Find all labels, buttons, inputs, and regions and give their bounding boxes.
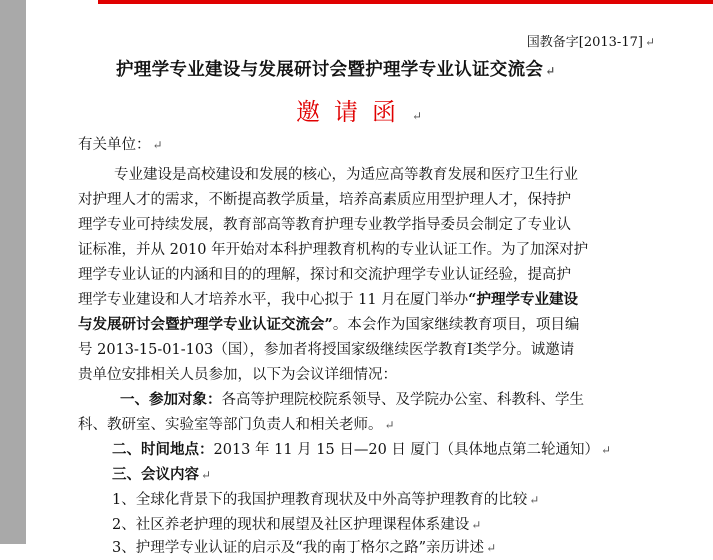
document-title: 护理学专业建设与发展研讨会暨护理学专业认证交流会 ↵ <box>116 60 556 80</box>
paragraph-line: 贵单位安排相关人员参加，以下为会议详细情况： <box>78 367 397 383</box>
paragraph-line: 对护理人才的需求，不断提高教学质量，培养高素质应用型护理人才，保持护 <box>78 192 571 208</box>
invitation-heading: 邀请函 ↵ <box>296 98 423 126</box>
paragraph-line: 理学专业建设和人才培养水平，我中心拟于 11 月在厦门举办“护理学专业建设 <box>78 291 579 308</box>
left-gutter <box>0 0 26 544</box>
list-item: 1、全球化背景下的我国护理教育现状及中外高等护理教育的比较 ↵ <box>112 492 540 508</box>
document-page <box>26 0 713 556</box>
item-participants-cont: 科、教研室、实验室等部门负责人和相关老师。 ↵ <box>78 417 395 433</box>
paragraph-line: 理学专业认证的内涵和目的的理解，探讨和交流护理学专业认证经验，提高护 <box>78 267 571 283</box>
list-item: 2、社区养老护理的现状和展望及社区护理课程体系建设 ↵ <box>112 517 482 533</box>
salutation: 有关单位： ↵ <box>78 137 163 153</box>
paragraph-line: 专业建设是高校建设和发展的核心，为适应高等教育发展和医疗卫生行业 <box>114 167 578 183</box>
paragraph-line: 理学专业可持续发展，教育部高等教育护理专业教学指导委员会制定了专业认 <box>78 217 571 233</box>
item-participants: 一、参加对象：各高等护理院校院系领导、及学院办公室、科教科、学生 <box>120 391 584 408</box>
list-item: 3、护理学专业认证的启示及“我的南丁格尔之路”亲历讲述 ↵ <box>112 540 497 556</box>
paragraph-line: 与发展研讨会暨护理学专业认证交流会”。本会作为国家继续教育项目，项目编 <box>78 316 580 333</box>
paragraph-line: 证标准，并从 2010 年开始对本科护理教育机构的专业认证工作。为了加深对护 <box>78 242 589 258</box>
document-number: 国教备字[2013-17] ↵ <box>526 35 655 50</box>
red-header-rule <box>98 0 713 4</box>
paragraph-line: 号 2013-15-01-103（国），参加者将授国家级继续医学教育Ⅰ类学分。诚邀请 <box>78 342 575 358</box>
item-content-heading: 三、会议内容 ↵ <box>112 466 212 483</box>
item-time-place: 二、时间地点：2013 年 11 月 15 日—20 日 厦门（具体地点第二轮通知） ↵ <box>112 441 612 458</box>
